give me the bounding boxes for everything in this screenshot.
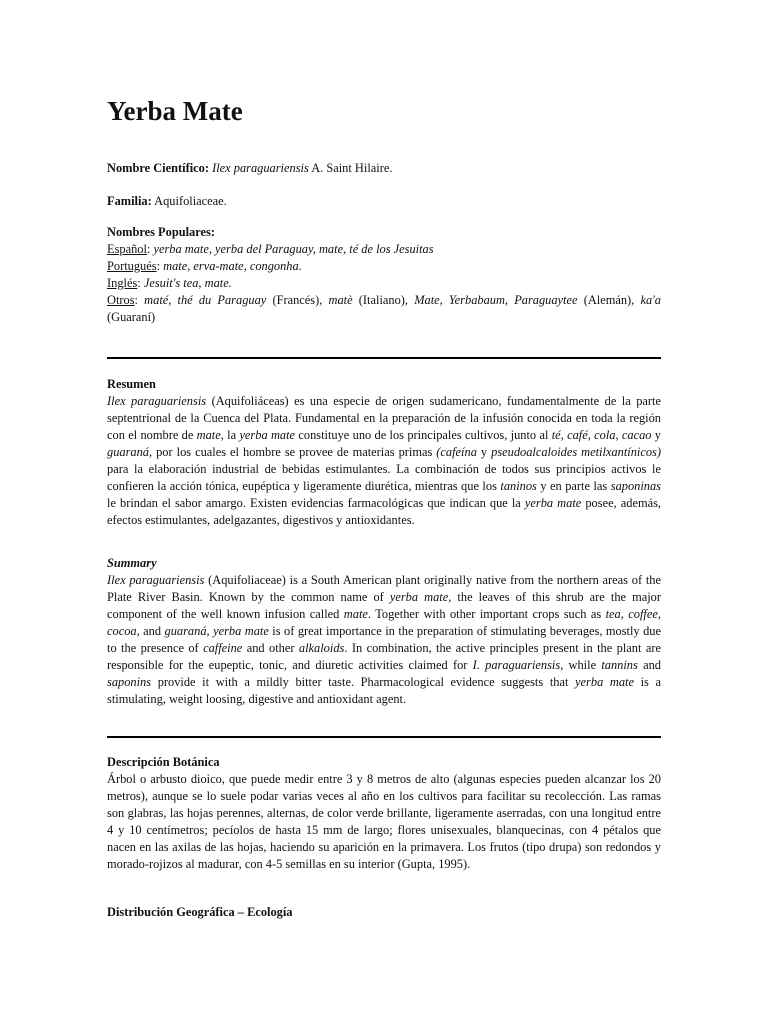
resumen-fragment: , la	[220, 428, 240, 442]
popular-names-portuguese: Portugués: mate, erva-mate, congonha.	[107, 259, 302, 273]
family-label: Familia:	[107, 194, 152, 208]
others-german-lang: (Alemán),	[577, 293, 641, 307]
summary-fragment: caffeine	[203, 641, 243, 655]
summary-fragment: tannins	[601, 658, 638, 672]
page-title: Yerba Mate	[107, 96, 243, 126]
scientific-name-author: A. Saint Hilaire.	[308, 161, 393, 175]
summary-fragment: and other	[242, 641, 299, 655]
resumen-fragment: taninos	[500, 479, 537, 493]
others-french-lang: (Francés),	[266, 293, 329, 307]
resumen-fragment: constituye uno de los principales cultivos, junto al	[295, 428, 552, 442]
resumen-fragment: por los cuales el hombre se provee de materias primas	[152, 445, 437, 459]
summary-fragment: . Together with other important crops such as	[367, 607, 606, 621]
portuguese-label: Portugués	[107, 259, 157, 273]
summary-fragment: , while	[560, 658, 602, 672]
summary-fragment: is a stimulating, weight loosing, digestive and antioxidant agent.	[107, 675, 662, 706]
spanish-names: yerba mate, yerba del Paraguay, mate, té de los Jesuitas	[153, 242, 434, 256]
resumen-fragment: saponinas	[610, 479, 662, 493]
spanish-label: Español	[107, 242, 147, 256]
resumen-fragment: mate	[196, 428, 221, 442]
summary-fragment: tea	[605, 607, 621, 621]
summary-fragment: . In combination, the active principles present in the plant are responsible for the eupeptic, tonic, and diuretic activities claimed for	[107, 641, 661, 672]
popular-names-heading: Nombres Populares:	[107, 225, 215, 239]
popular-names-spanish: Español: yerba mate, yerba del Paraguay, mate, té de los Jesuitas	[107, 242, 434, 256]
resumen-fragment: posee, además, efectos estimulantes, adelgazantes, digestivos y antioxidantes.	[107, 496, 661, 527]
summary-fragment: mate	[343, 607, 368, 621]
scientific-name-label: Nombre Científico:	[107, 161, 209, 175]
english-label: Inglés	[107, 276, 138, 290]
family-value: Aquifoliaceae.	[151, 194, 227, 208]
summary-fragment: guaraná	[164, 624, 207, 638]
summary-paragraph	[107, 572, 661, 708]
resumen-fragment: para la elaboración industrial de bebidas estimulantes. La combinación de todos sus principios activos le confieren la acción tónica, eupéptica y ligeramente diurética, mientras que los	[107, 462, 661, 493]
family-line	[107, 193, 661, 210]
summary-heading: Summary	[107, 556, 157, 570]
resumen-fragment: (cafeína	[436, 445, 477, 459]
others-french-names: maté, thé du Paraguay	[144, 293, 267, 307]
summary-fragment: (Aquifoliaceae) is a South American plant originally native from the northern areas of the Plate River Basin. Known by the common name of	[107, 573, 661, 604]
popular-names-section	[107, 224, 661, 326]
resumen-heading: Resumen	[107, 377, 156, 391]
summary-fragment: , and	[136, 624, 165, 638]
others-italian-lang: (Italiano),	[352, 293, 415, 307]
summary-fragment: provide it with a mildly bitter taste. Pharmacological evidence suggests that	[151, 675, 576, 689]
resumen-section	[107, 376, 661, 529]
resumen-fragment: y	[651, 428, 661, 442]
others-german-names: Mate, Yerbabaum, Paraguaytee	[414, 293, 578, 307]
resumen-fragment: té, café, cola, cacao	[551, 428, 652, 442]
resumen-paragraph	[107, 393, 661, 529]
summary-fragment: , the leaves of this shrub are the major component of the well known infusion called	[107, 590, 661, 621]
resumen-fragment: yerba mate	[524, 496, 582, 510]
summary-fragment: yerba mate	[213, 624, 269, 638]
resumen-fragment: y en parte las	[536, 479, 611, 493]
summary-fragment: saponins	[107, 675, 152, 689]
others-italian-names: matè	[328, 293, 353, 307]
descripcion-paragraph: Árbol o arbusto dioico, que puede medir entre 3 y 8 metros de alto (algunas especies pueden alcanzar los 20 metros), aunque se lo suele podar varias veces al año en los cultivos para facilitar su recolección. Las ramas son glabras, las hojas perennes, alternas, de color verde brillante, ligeramente aserradas, con una longitud entre 4 y 10 centímetros; pecíolos de hasta 15 mm de largo; flores unisexuales, blanquecinas, con 4 pétalos que nacen en las axilas de las hojas, haciendo su aparición en la primavera. Los frutos (tipo drupa) son redondos y morado-rojizos al madurar, con 4-5 semillas en su interior (Gupta, 1995).	[107, 772, 661, 871]
portuguese-names: mate, erva-mate, congonha.	[163, 259, 302, 273]
summary-fragment: cocoa	[107, 624, 137, 638]
summary-fragment: alkaloids	[298, 641, 345, 655]
english-names: Jesuit's tea, mate.	[143, 276, 232, 290]
summary-fragment: yerba mate	[575, 675, 634, 689]
resumen-fragment: Ilex paraguariensis	[107, 394, 207, 408]
popular-names-english: Inglés: Jesuit's tea, mate.	[107, 276, 232, 290]
scientific-name-line	[107, 160, 661, 177]
resumen-fragment: (Aquifoliáceas) es una especie de origen sudamericano, fundamentalmente de la parte septentrional de la Cuenca del Plata. Fundamental en la preparación de la infusión conocida en toda la región con el nombre de	[107, 394, 661, 442]
summary-fragment: is of great importance in the preparation of stimulating beverages, mostly due to the presence of	[107, 624, 661, 655]
summary-fragment: coffee	[628, 607, 658, 621]
others-label: Otros	[107, 293, 135, 307]
summary-fragment: ,	[657, 607, 661, 621]
descripcion-section	[107, 754, 661, 873]
summary-fragment: and	[637, 658, 661, 672]
summary-fragment: ,	[206, 624, 214, 638]
summary-fragment: Ilex paraguariensis	[107, 573, 205, 587]
resumen-fragment: guaraná,	[107, 445, 153, 459]
summary-fragment: ,	[620, 607, 629, 621]
others-guarani-names: ka'a	[640, 293, 661, 307]
summary-section	[107, 555, 661, 708]
resumen-fragment: pseudoalcaloides metilxantínicos)	[491, 445, 661, 459]
section-divider	[107, 357, 661, 359]
descripcion-heading: Descripción Botánica	[107, 755, 220, 769]
summary-fragment: yerba mate	[389, 590, 449, 604]
scientific-name-species: Ilex paraguariensis	[212, 161, 309, 175]
others-guarani-lang: (Guaraní)	[107, 310, 156, 324]
resumen-fragment: le brindan el sabor amargo. Existen evidencias farmacológicas que indican que la	[107, 496, 525, 510]
distribucion-heading: Distribución Geográfica – Ecología	[107, 905, 293, 919]
resumen-fragment: yerba mate	[239, 428, 296, 442]
section-divider	[107, 736, 661, 738]
resumen-fragment: y	[476, 445, 492, 459]
popular-names-others: Otros: maté, thé du Paraguay (Francés), matè (Italiano), Mate, Yerbabaum, Paraguaytee (Alemán), ka'a (Guaraní)	[107, 293, 661, 324]
summary-fragment: I. paraguariensis	[472, 658, 561, 672]
